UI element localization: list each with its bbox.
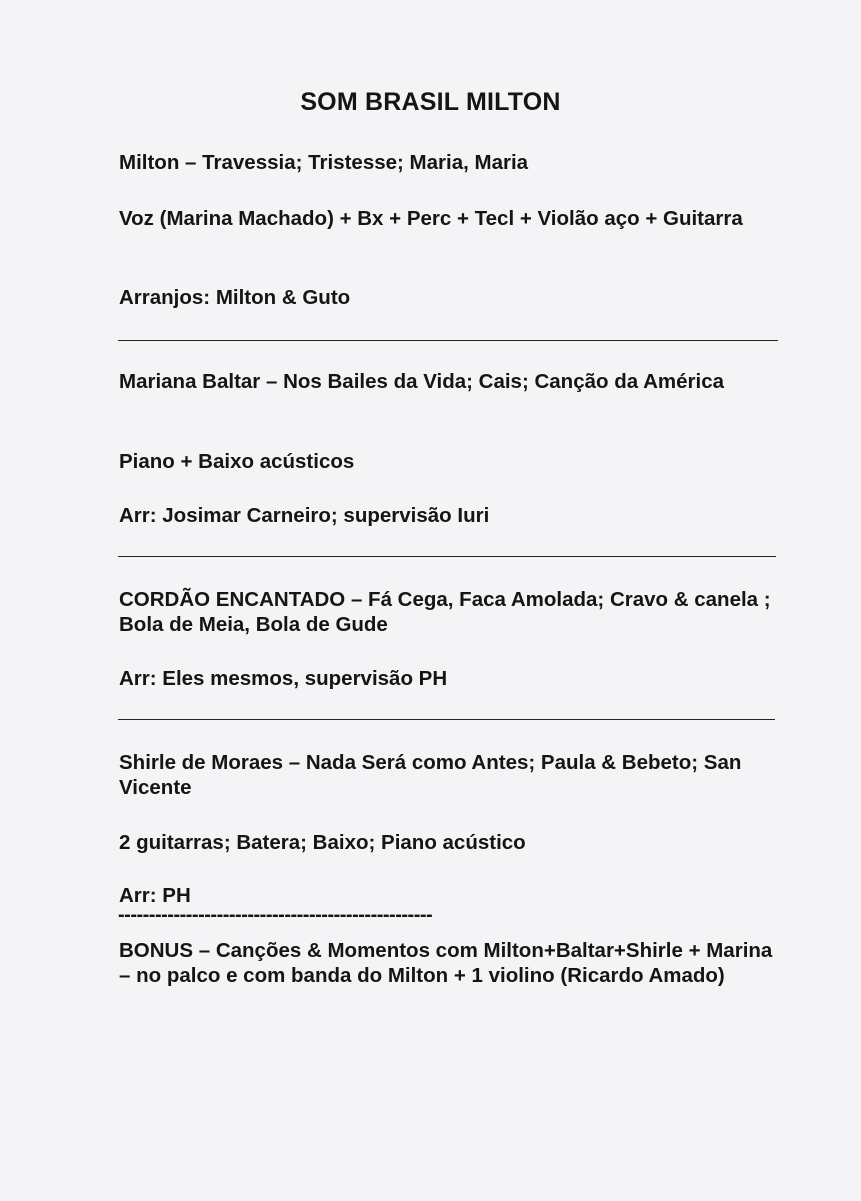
section4-instruments: 2 guitarras; Batera; Baixo; Piano acústico <box>119 831 526 854</box>
section4-arrangement: Arr: PH <box>119 884 191 907</box>
section-divider-1 <box>118 340 778 341</box>
section-divider-2 <box>118 556 776 557</box>
section2-instruments: Piano + Baixo acústicos <box>119 450 355 473</box>
section3-arrangement: Arr: Eles mesmos, supervisão PH <box>119 667 448 690</box>
section2-arrangement: Arr: Josimar Carneiro; supervisão Iuri <box>119 504 490 527</box>
section2-songs: Mariana Baltar – Nos Bailes da Vida; Cais; Canção da América <box>119 370 724 393</box>
section1-arrangement: Arranjos: Milton & Guto <box>119 286 351 309</box>
bonus-text: BONUS – Canções & Momentos com Milton+Baltar+Shirle + Marina – no palco e com banda do Milton + 1 violino (Ricardo Amado) <box>119 939 773 987</box>
section3-songs: CORDÃO ENCANTADO – Fá Cega, Faca Amolada; Cravo & canela ; Bola de Meia, Bola de Gude <box>119 588 771 636</box>
section1-songs: Milton – Travessia; Tristesse; Maria, Maria <box>119 151 529 174</box>
dashed-separator: --------------------------------------------------- <box>118 904 433 926</box>
page-title: SOM BRASIL MILTON <box>300 88 561 116</box>
section4-songs: Shirle de Moraes – Nada Será como Antes; Paula & Bebeto; San Vicente <box>119 751 742 799</box>
section1-instruments: Voz (Marina Machado) + Bx + Perc + Tecl + Violão aço + Guitarra <box>119 207 743 230</box>
section-divider-3 <box>118 719 775 720</box>
